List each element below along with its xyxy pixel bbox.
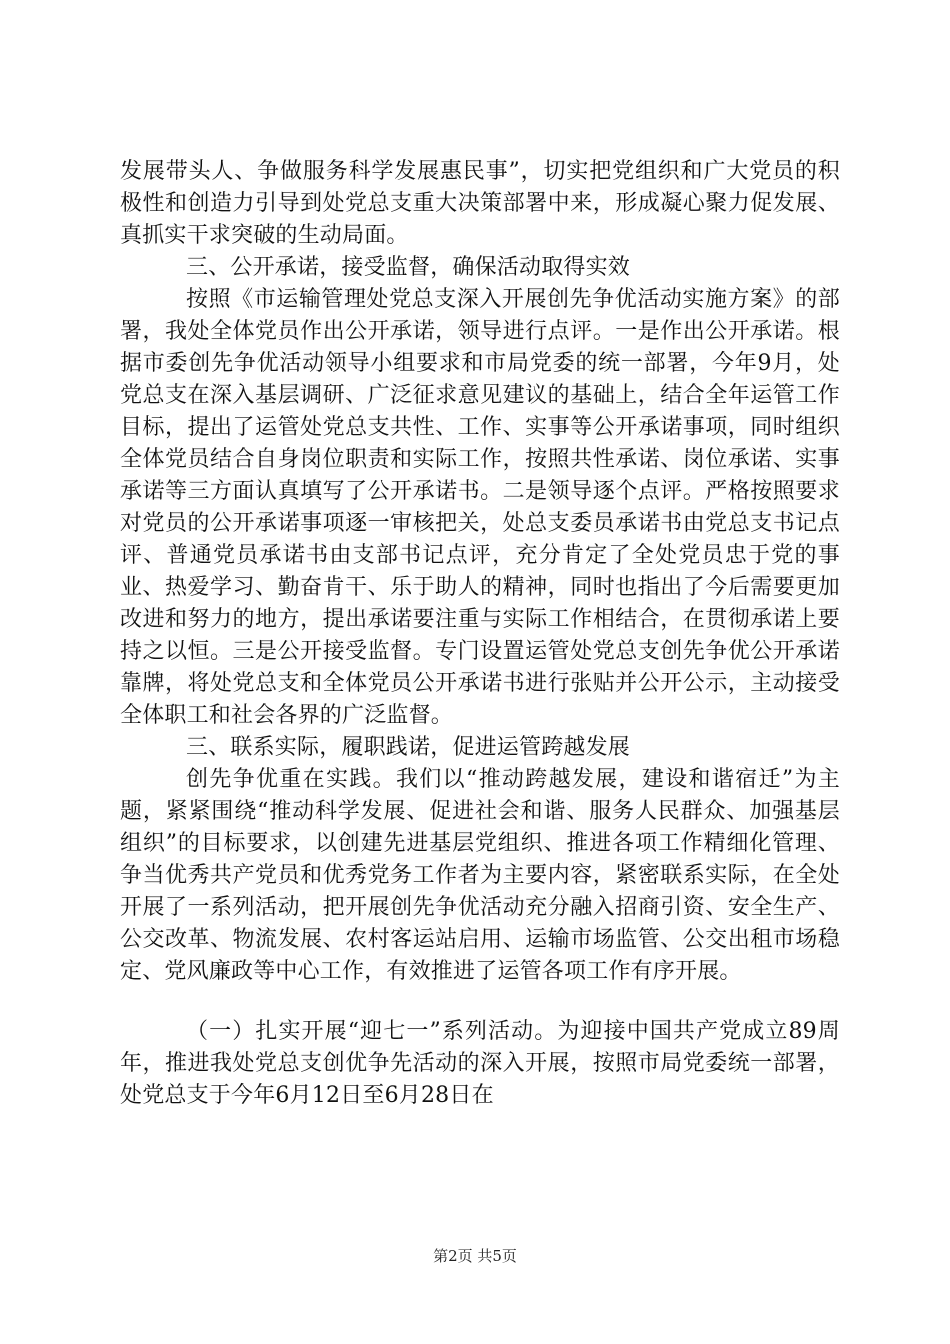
page-footer: 第2页 共5页 [433,1247,517,1265]
paragraph-continuation: 发展带头人、争做服务科学发展惠民事”，切实把党组织和广大党员的积极性和创造力引导到处党总支重大决策部署中来，形成凝心聚力促发展、真抓实干求突破的生动局面。 [120,159,840,248]
document-body [120,156,840,1112]
paragraph-public-commitment: 按照《市运输管理处党总支深入开展创先争优活动实施方案》的部署，我处全体党员作出公开承诺，领导进行点评。一是作出公开承诺。根据市委创先争优活动领导小组要求和市局党委的统一部署，今年9月，处党总支在深入基层调研、广泛征求意见建议的基础上，结合全年运管工作目标，提出了运管处党总支共性、工作、实事等公开承诺事项，同时组织全体党员结合自身岗位职责和实际工作，按照共性承诺、岗位承诺、实事承诺等三方面认真填写了公开承诺书。二是领导逐个点评。严格按照要求对党员的公开承诺事项逐一审核把关，处总支委员承诺书由党总支书记点评、普通党员承诺书由支部书记点评，充分肯定了全处党员忠于党的事业、热爱学习、勤奋肯干、乐于助人的精神，同时也指出了今后需要更加改进和努力的地方，提出承诺要注重与实际工作相结合，在贯彻承诺上要持之以恒。三是公开接受监督。专门设置运管处党总支创先争优公开承诺靠牌，将处党总支和全体党员公开承诺书进行张贴并公开公示，主动接受全体职工和社会各界的广泛监督。 [120,287,840,728]
paragraph-practice: 创先争优重在实践。我们以“推动跨越发展，建设和谐宿迁”为主题，紧紧围绕“推动科学发展、促进社会和谐、服务人民群众、加强基层组织”的目标要求，以创建先进基层党组织、推进各项工作精细化管理、争当优秀共产党员和优秀党务工作者为主要内容，紧密联系实际，在全处开展了一系列活动，把开展创先争优活动充分融入招商引资、安全生产、公交改革、物流发展、农村客运站启用、运输市场监管、公交出租市场稳定、党风廉政等中心工作，有效推进了运管各项工作有序开展。 [120,767,840,984]
paragraph-july-first-activities: （一）扎实开展“迎七一”系列活动。为迎接中国共产党成立89周年，推进我处党总支创优争先活动的深入开展，按照市局党委统一部署，处党总支于今年6月12日至6月28日在 [120,1019,840,1108]
section-heading-practice: 三、联系实际，履职践诺，促进运管跨越发展 [186,735,631,760]
section-heading-public-commitment: 三、公开承诺，接受监督，确保活动取得实效 [186,255,631,280]
